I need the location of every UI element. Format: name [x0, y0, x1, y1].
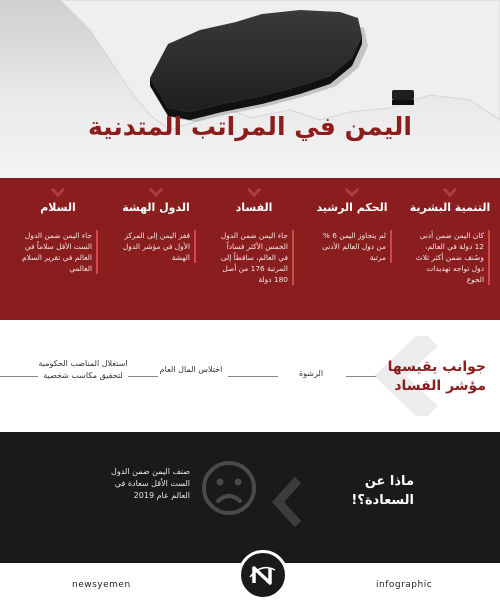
happiness-text: صنف اليمن ضمن الدول الست الأقل سعادة في العالم عام 2019	[111, 467, 190, 500]
indicator-corruption	[208, 178, 300, 320]
indicator-text: جاء اليمن ضمن الدول الست الأقل سلاماً في العالم في تقرير السلام العالمي	[22, 230, 98, 274]
indicator-peace	[12, 178, 104, 320]
section-title-line: جوانب يقيسها	[387, 359, 486, 375]
section-title-line: مؤشر الفساد	[394, 378, 486, 394]
indicator-heading: الفساد	[235, 201, 273, 214]
indicator-heading: السلام	[40, 201, 76, 214]
section-title	[356, 358, 486, 396]
section-title	[334, 472, 414, 510]
indicator-fragile-states	[110, 178, 202, 320]
happiness-section	[0, 432, 500, 563]
footer	[0, 563, 500, 613]
chevron-down-icon	[247, 183, 261, 197]
indicator-heading: التنمية البشرية	[409, 201, 491, 214]
chevron-down-icon	[443, 183, 457, 197]
indicator-human-development	[404, 178, 496, 320]
chevron-left-icon	[268, 476, 308, 528]
indicator-text: قفز اليمن إلى المركز الأول في مؤشر الدول الهشة	[120, 230, 196, 263]
divider	[0, 376, 38, 377]
corruption-item: اختلاس المال العام	[159, 365, 223, 374]
indicator-text: لم يتجاوز اليمن 6 % من دول العالم الأدنى مرتبة	[316, 230, 392, 263]
indicator-heading: الدول الهشة	[122, 201, 190, 214]
indicator-heading: الحكم الرشيد	[316, 201, 388, 214]
section-title-line: ماذا عن	[364, 474, 414, 489]
indicator-text: كان اليمن ضمن أدنى 12 دولة في العالم، وصُنف ضمن أكثر ثلاث دول تواجه تهديدات الجوع	[414, 230, 490, 285]
section-title-line: السعادة؟!	[351, 493, 414, 508]
divider	[346, 376, 376, 377]
divider	[128, 376, 158, 377]
indicators-band	[0, 178, 500, 320]
footer-brand: newsyemen	[72, 580, 131, 590]
footer-type: infographic	[376, 580, 433, 590]
sad-face-icon	[199, 458, 259, 518]
indicator-good-governance	[306, 178, 398, 320]
page-title: اليمن في المراتب المتدنية	[88, 112, 412, 141]
newsyemen-logo-icon	[238, 550, 288, 600]
corruption-item: استغلال المناصب الحكومية لتحقيق مكاسب شخصية	[38, 359, 128, 380]
chevron-down-icon	[51, 183, 65, 197]
indicator-text: جاء اليمن ضمن الدول الخمس الأكثر فساداً في العالم، ساقطاً إلى المرتبة 176 من أصل 180 دولة	[218, 230, 294, 285]
chevron-down-icon	[149, 183, 163, 197]
chevron-down-icon	[345, 183, 359, 197]
hero-section	[0, 0, 500, 178]
divider	[228, 376, 278, 377]
corruption-item: الرشوة	[298, 369, 324, 378]
corruption-index-section	[0, 320, 500, 432]
yemen-map-illustration	[0, 0, 500, 178]
